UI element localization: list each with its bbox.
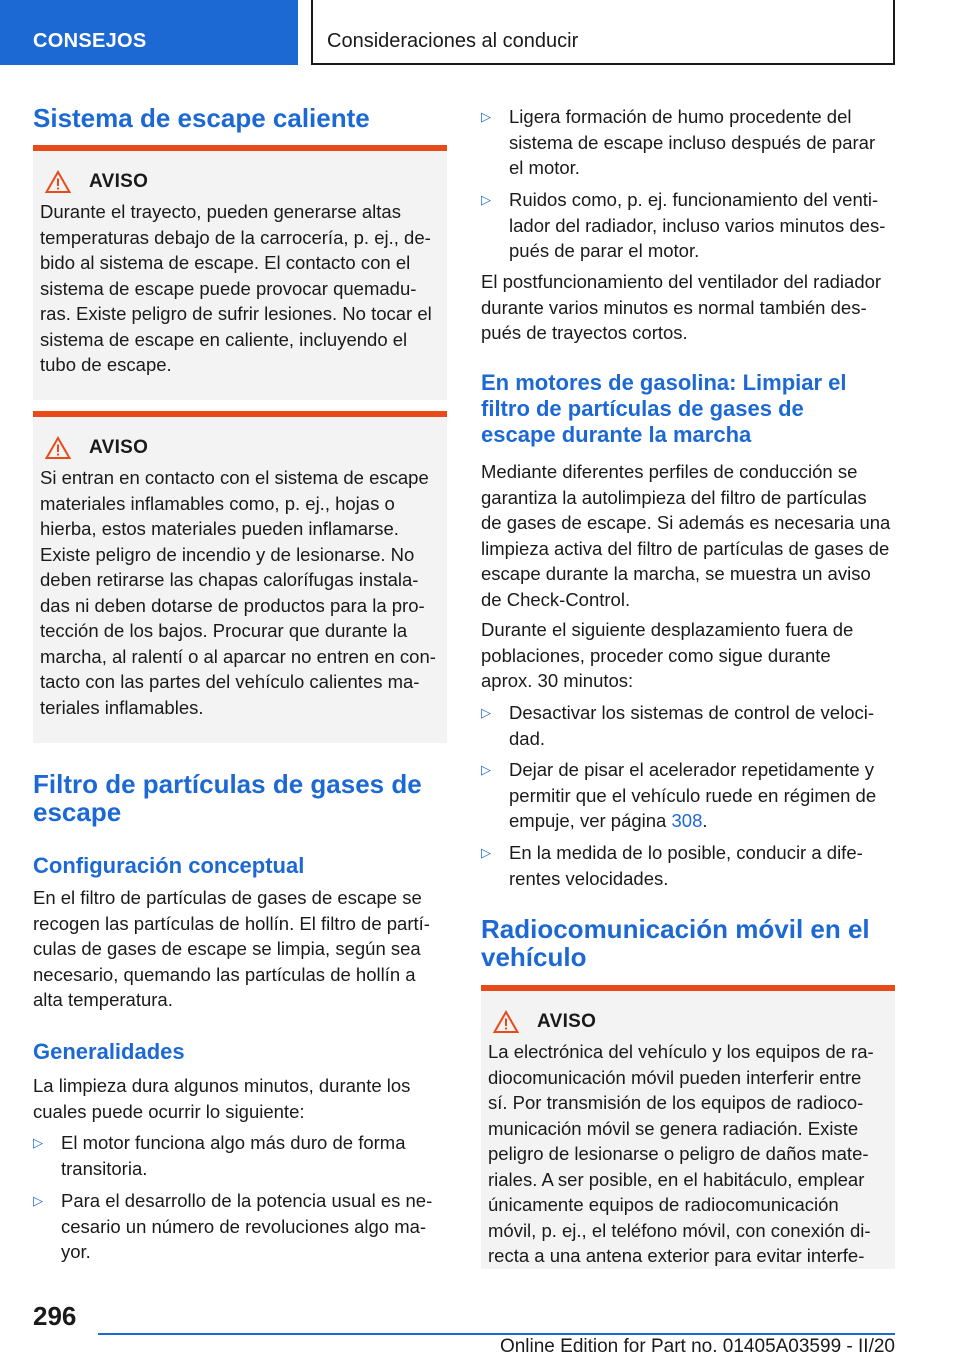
heading-gasolina: En motores de gasolina: Limpiar el filtro de partículas de gases de escape durante la marcha: [481, 370, 847, 447]
general-paragraph: La limpieza dura algunos minutos, durante los cuales puede ocurrir lo siguiente:: [33, 1075, 411, 1122]
postfuncionamiento-paragraph: El postfuncionamiento del ventilador del radiador durante varios minutos es normal también des- pués de trayectos cortos.: [481, 271, 882, 343]
bullet-triangle-icon: ▷: [481, 762, 491, 777]
warning-text: Si entran en contacto con el sistema de escape materiales inflamables como, p. ej., hojas o hierba, estos materiales pueden inflamarse. Existe peligro de incendio y de lesionarse. No deben retirarse las chapas calorífugas instala- das ni deben dotarse de productos para la pro- tección de los bajos. Procurar que durante la marcha, al ralentí o al aparcar no entren en con- tacto con las partes del vehículo calientes ma- teriales inflamables.: [40, 467, 436, 718]
page-link[interactable]: 308: [671, 810, 703, 831]
warning-box-1: [33, 145, 447, 400]
bullet-triangle-icon: ▷: [481, 845, 491, 860]
bullet-triangle-icon: ▷: [33, 1193, 43, 1208]
bullet-triangle-icon: ▷: [33, 1135, 43, 1150]
heading-escape: Sistema de escape caliente: [33, 103, 370, 133]
warning-text: La electrónica del vehículo y los equipos de ra- diocomunicación móvil pueden interferir entre sí. Por transmisión de los equipos de radioco- municación móvil se genera radiación. Existe peligro de lesionarse o peligro de daños mate- riales. A ser posible, en el habitáculo, emplear únicamente equipos de radiocomunicación móvil, p. ej., el teléfono móvil, con conexión di- recta a una antena exterior para evitar interfe-: [488, 1041, 874, 1266]
bullet-triangle-icon: ▷: [481, 109, 491, 124]
warning-icon: [45, 170, 71, 194]
heading-generalidades: Generalidades: [33, 1039, 185, 1064]
edition-note: Online Edition for Part no. 01405A03599 - II/20: [499, 1336, 895, 1357]
chapter-tab: [311, 0, 895, 65]
bullet-triangle-icon: ▷: [481, 192, 491, 207]
warning-box-3: [481, 985, 895, 1269]
warning-box-2: [33, 411, 447, 743]
chapter-title: Consideraciones al conducir: [327, 30, 579, 52]
warning-title: AVISO: [89, 171, 149, 192]
warning-icon: [45, 436, 71, 460]
warning-text: Durante el trayecto, pueden generarse altas temperaturas debajo de la carrocería, p. ej., de- bido al sistema de escape. El contacto con el sistema de escape puede provocar quemadu- ras. Existe peligro de sufrir lesiones. No tocar el sistema de escape en caliente, incluyendo el tubo de escape.: [40, 201, 432, 375]
page-number: 296: [33, 1301, 77, 1331]
gasolina-paragraph: Mediante diferentes perfiles de conducción se garantiza la autolimpieza del filtro de partículas de gases de escape. Si además es necesaria una limpieza activa del filtro de partículas de gases de escape durante la marcha, se muestra un aviso de Check-Control.: [481, 461, 891, 610]
heading-configuracion: Configuración conceptual: [33, 853, 305, 878]
heading-filtro: Filtro de partículas de gases de escape: [33, 769, 422, 827]
section-title: CONSEJOS: [33, 30, 147, 52]
footer-divider: [98, 1333, 895, 1335]
heading-radio: Radiocomunicación móvil en el vehículo: [481, 914, 870, 972]
section-tab: [0, 0, 298, 65]
warning-title: AVISO: [89, 437, 149, 458]
warning-title: AVISO: [537, 1011, 597, 1032]
bullet-triangle-icon: ▷: [481, 705, 491, 720]
warning-icon: [493, 1010, 519, 1034]
durante-paragraph: Durante el siguiente desplazamiento fuera de poblaciones, proceder como sigue durante aprox. 30 minutos:: [481, 619, 854, 691]
config-paragraph: En el filtro de partículas de gases de escape se recogen las partículas de hollín. El filtro de partí- culas de gases de escape se limpia, según sea necesario, quemando las partículas de hollín a alta temperatura.: [33, 887, 430, 1010]
